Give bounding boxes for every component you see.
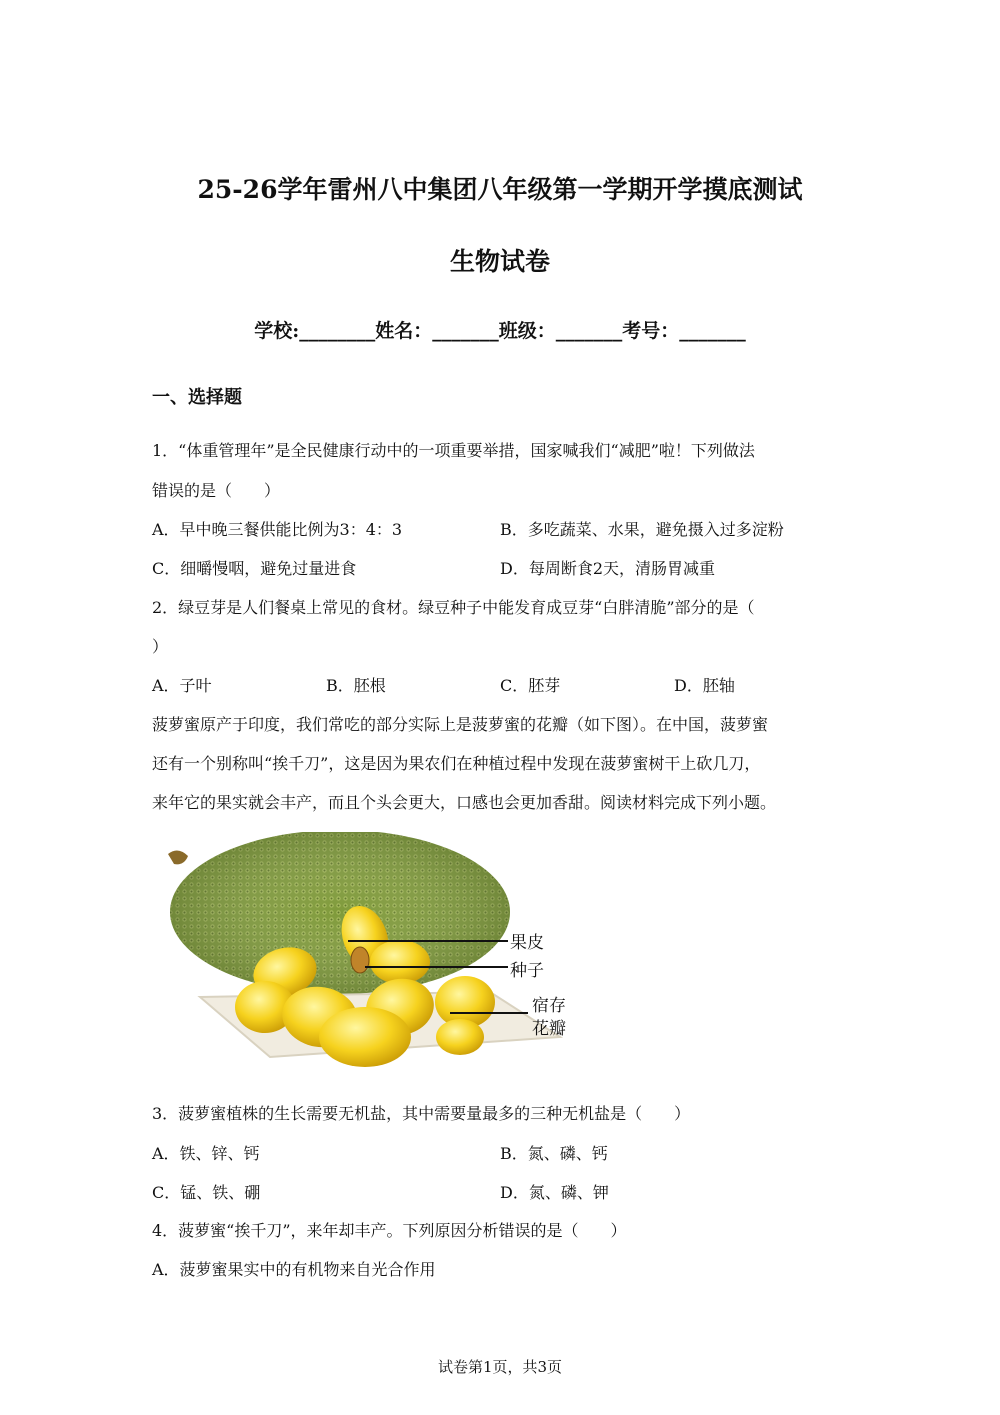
figure-label-petal-2: 花瓣	[532, 1019, 566, 1039]
q1-option-d: D．每周断食2天，清肠胃减重	[500, 559, 716, 578]
page-footer: 试卷第1页，共3页	[437, 1358, 563, 1376]
figure-label-peel: 果皮	[510, 933, 544, 953]
q2-stem-line2: ）	[152, 637, 169, 656]
q2-option-b: B．胚根	[326, 676, 386, 695]
q1-option-b: B．多吃蔬菜、水果，避免摄入过多淀粉	[500, 520, 784, 539]
q1-stem-line2: 错误的是（ ）	[152, 481, 281, 500]
q2-option-d: D．胚轴	[674, 676, 735, 695]
q3-option-c: C．锰、铁、硼	[152, 1183, 261, 1202]
q3-option-a: A．铁、锌、钙	[152, 1144, 260, 1163]
q1-option-c: C．细嚼慢咽，避免过量进食	[152, 559, 357, 578]
seed	[351, 947, 369, 973]
q2-option-a: A．子叶	[152, 676, 212, 695]
figure-label-petal-1: 宿存	[532, 996, 566, 1016]
passage-line3: 来年它的果实就会丰产，而且个头会更大，口感也会更加香甜。阅读材料完成下列小题。	[152, 793, 777, 812]
figure-label-seed: 种子	[510, 961, 544, 981]
q2-stem-line1: 2．绿豆芽是人们餐桌上常见的食材。绿豆种子中能发育成豆芽“白胖清脆”部分的是（	[152, 598, 755, 617]
q4-stem: 4．菠萝蜜“挨千刀”，来年却丰产。下列原因分析错误的是（ ）	[152, 1221, 627, 1240]
student-info-line: 学校:________姓名：_______班级：_______考号：_______	[254, 320, 746, 342]
q1-option-a: A．早中晚三餐供能比例为3：4：3	[152, 520, 403, 539]
section-heading: 一、选择题	[152, 387, 242, 408]
jackfruit-illustration	[160, 832, 580, 1077]
q3-stem: 3．菠萝蜜植株的生长需要无机盐，其中需要量最多的三种无机盐是（ ）	[152, 1104, 691, 1123]
q3-option-d: D．氮、磷、钾	[500, 1183, 609, 1202]
jackfruit-figure	[160, 832, 580, 1077]
q3-option-b: B．氮、磷、钙	[500, 1144, 608, 1163]
passage-line1: 菠萝蜜原产于印度，我们常吃的部分实际上是菠萝蜜的花瓣（如下图）。在中国，菠萝蜜	[152, 715, 769, 734]
q4-option-a: A．菠萝蜜果实中的有机物来自光合作用	[152, 1260, 436, 1279]
fruit-stem	[168, 850, 188, 864]
passage-line2: 还有一个别称叫“挨千刀”，这是因为果农们在种植过程中发现在菠萝蜜树干上砍几刀，	[152, 754, 761, 773]
exam-title: 25-26学年雷州八中集团八年级第一学期开学摸底测试	[197, 175, 803, 204]
q2-option-c: C．胚芽	[500, 676, 561, 695]
q1-stem-line1: 1．“体重管理年”是全民健康行动中的一项重要举措，国家喊我们“减肥”啦！下列做法	[152, 441, 755, 460]
exam-subtitle: 生物试卷	[449, 247, 550, 276]
